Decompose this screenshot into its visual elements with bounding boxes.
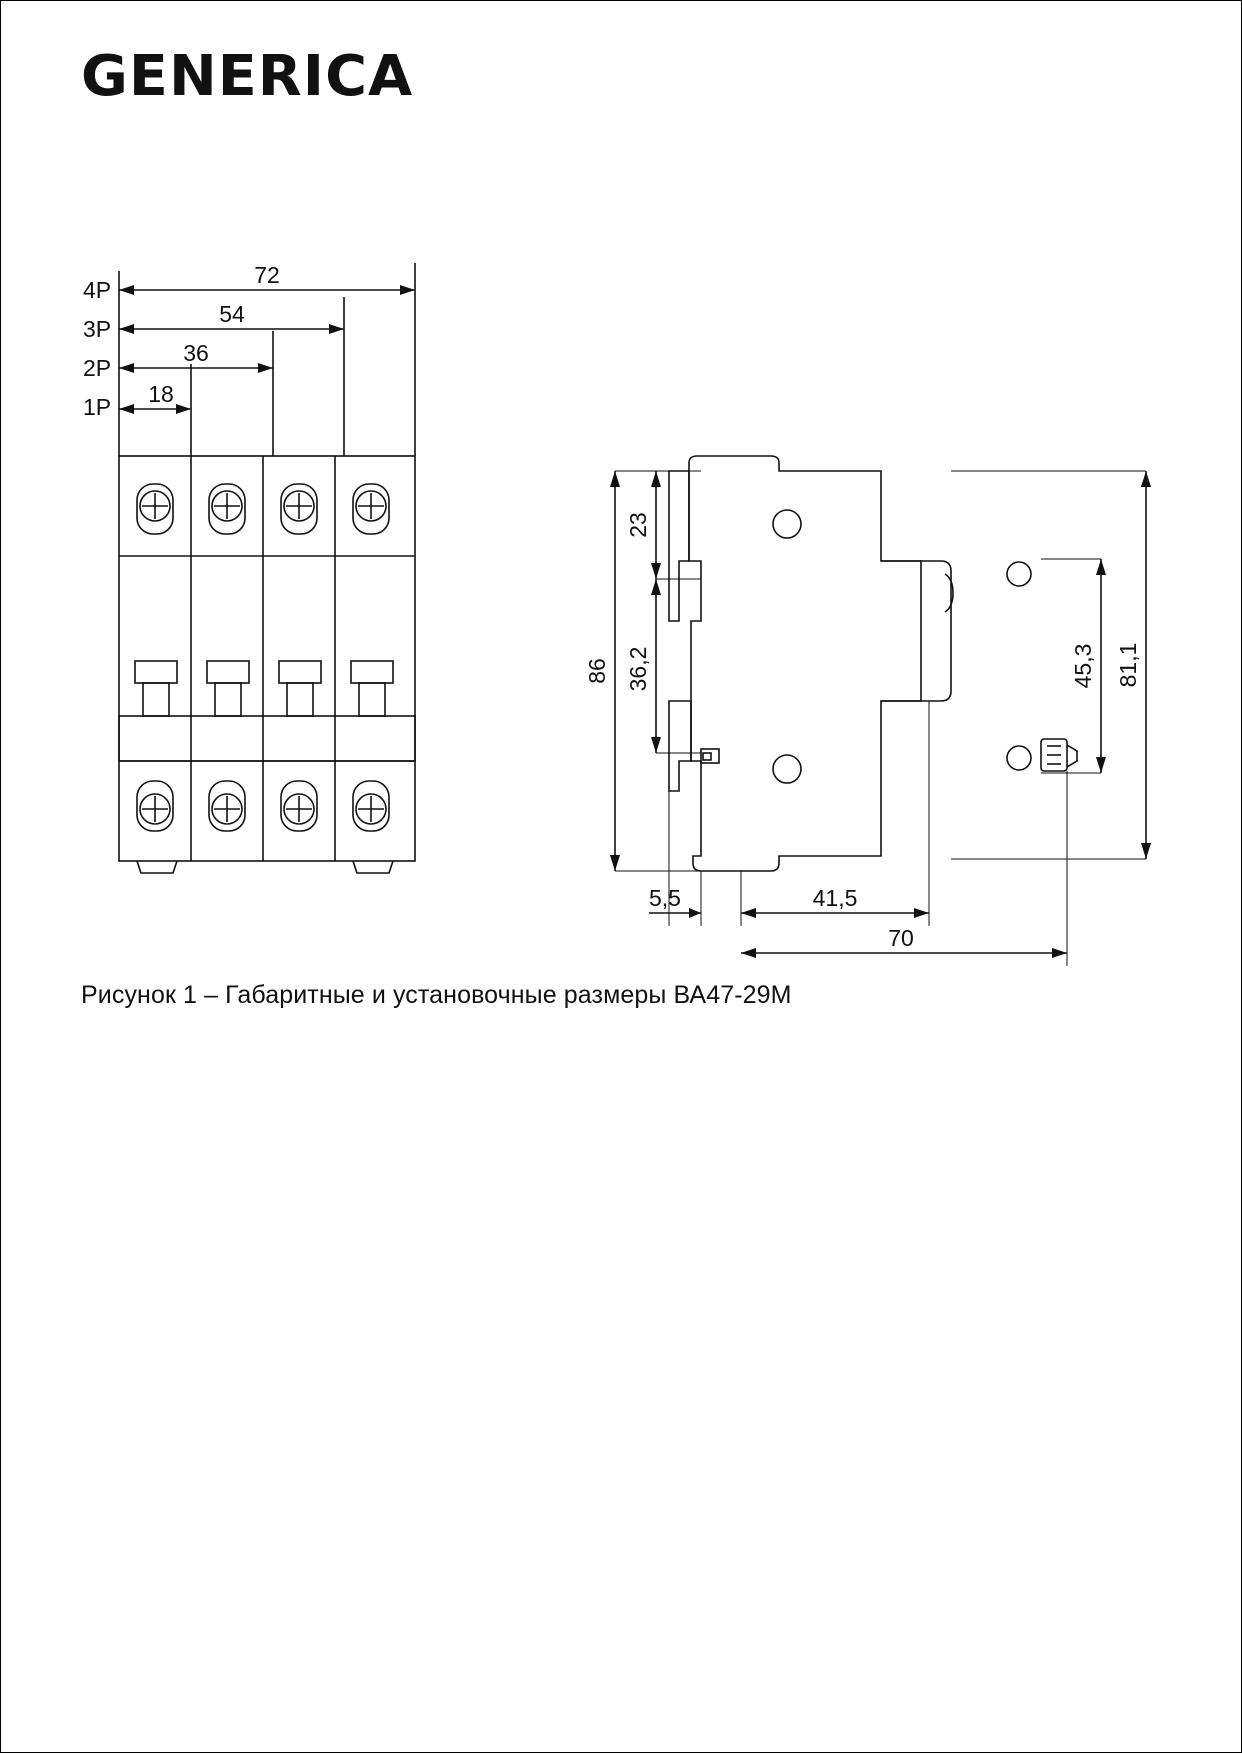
pole-label-1p: 1P — [83, 394, 112, 420]
dim-height-86: 86 — [584, 658, 610, 684]
dim-depth-5-5: 5,5 — [649, 885, 681, 911]
dimension-drawing — [1, 1, 1242, 1754]
dim-height-23: 23 — [625, 512, 651, 538]
dim-width-54: 54 — [219, 301, 245, 327]
pole-label-2p: 2P — [83, 355, 112, 381]
dim-width-72: 72 — [254, 262, 280, 288]
pole-label-3p: 3P — [83, 316, 112, 342]
dim-height-81-1: 81,1 — [1115, 642, 1141, 688]
dim-depth-41-5: 41,5 — [812, 885, 858, 911]
dim-depth-70: 70 — [888, 925, 914, 951]
pole-label-4p: 4P — [83, 277, 112, 303]
dim-height-45-3: 45,3 — [1070, 643, 1096, 689]
brand-logo: GENERICA — [81, 44, 414, 109]
figure-caption: Рисунок 1 – Габаритные и установочные размеры ВА47-29М — [81, 981, 792, 1009]
dim-width-36: 36 — [183, 340, 209, 366]
dim-height-36-2: 36,2 — [625, 646, 651, 692]
dim-width-18: 18 — [148, 381, 174, 407]
